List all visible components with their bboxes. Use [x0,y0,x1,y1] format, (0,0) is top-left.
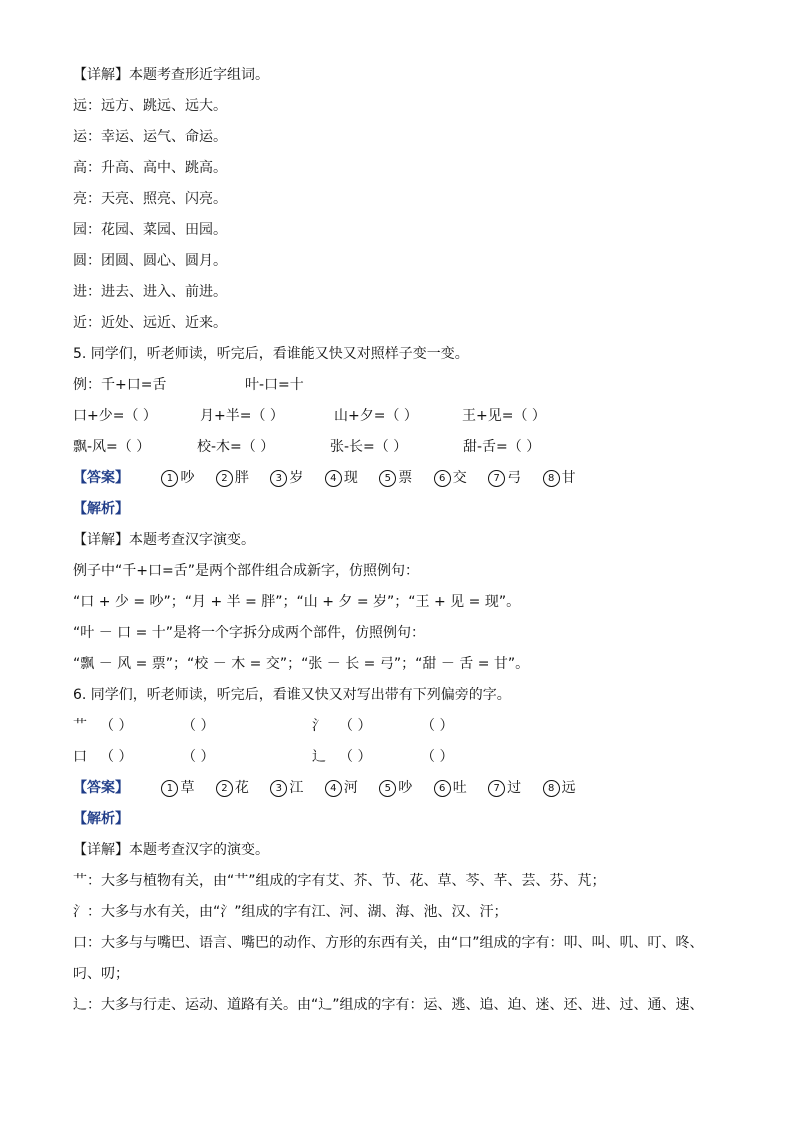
circled-number: 1 [161,780,178,797]
word-group-line: 亮：天亮、照亮、闪亮。 [73,191,227,207]
answer-item: 2 花 [216,775,249,801]
exercise-item: 校-木=（ ） [197,439,275,455]
circled-number: 5 [379,780,396,797]
circled-number: 4 [325,470,342,487]
explanation-line: “飘 － 风 = 票”；“校 － 木 = 交”；“张 － 长 = 弓”；“甜 － 舌 = 甘”。 [73,656,530,672]
answer-blank: （ ） [339,718,372,734]
circled-number: 2 [216,470,233,487]
document-page [73,62,723,1023]
word-group-line: 运：幸运、运气、命运。 [73,129,227,145]
explanation-line: 辶：大多与行走、运动、道路有关。由“辶”组成的字有：运、逃、追、迫、迷、还、进、过、通、速、 [73,997,704,1013]
word-group-line: 高：升高、高中、跳高。 [73,160,227,176]
answer-blank: （ ） [100,749,133,765]
circled-number: 3 [270,780,287,797]
circled-number: 2 [216,780,233,797]
answer-item: 4 河 [325,775,358,801]
radical-label: 辶 [312,749,326,765]
word-group-line: 进：进去、进入、前进。 [73,284,227,300]
circled-number: 4 [325,780,342,797]
exercise-item: 王+见=（ ） [462,408,546,424]
exercise-item: 口+少=（ ） [73,408,157,424]
answer-item: 1 草 [161,775,194,801]
answer-label: 【答案】 [73,780,129,796]
radical-label: 氵 [312,718,326,734]
word-group-line: 远：远方、跳远、远大。 [73,98,227,114]
detail-heading: 【详解】本题考查汉字演变。 [73,532,255,548]
circled-number: 5 [379,470,396,487]
explanation-line: 艹：大多与植物有关，由“艹”组成的字有艾、芥、节、花、草、芩、芊、芸、芬、芃； [73,873,606,889]
question-6-title: 6. 同学们，听老师读，听完后，看谁又快又对写出带有下列偏旁的字。 [73,687,511,703]
question-6-row-1 [73,713,723,744]
answer-item: 3 江 [270,775,303,801]
circled-number: 8 [543,780,560,797]
answer-item: 5 吵 [379,775,412,801]
circled-number: 7 [488,470,505,487]
answer-blank: （ ） [339,749,372,765]
question-5-row-1 [73,403,723,434]
answer-item: 1 吵 [161,465,194,491]
question-5-row-2 [73,434,723,465]
detail-heading: 【详解】本题考查汉字的演变。 [73,842,269,858]
word-group-line: 园：花园、菜园、田园。 [73,222,227,238]
answer-item: 6 交 [434,465,467,491]
answer-item: 8 远 [543,775,576,801]
word-group-line: 近：近处、远近、近来。 [73,315,227,331]
example-split: 叶-口=十 [245,377,304,393]
exercise-item: 张-长=（ ） [330,439,408,455]
question-5-title: 5. 同学们，听老师读，听完后，看谁能又快又对照样子变一变。 [73,346,469,362]
answer-item: 8 甘 [543,465,576,491]
question-5-example [73,372,723,403]
exercise-item: 山+夕=（ ） [334,408,418,424]
answer-item: 4 现 [325,465,358,491]
answer-item: 7 弓 [488,465,521,491]
explanation-line: 例子中“千+口=舌”是两个部件组合成新字，仿照例句： [73,563,419,579]
answer-item: 5 票 [379,465,412,491]
detail-heading: 【详解】本题考查形近字组词。 [73,67,269,83]
explanation-line: 氵：大多与水有关，由“氵”组成的字有江、河、湖、海、池、汉、汗； [73,904,508,920]
explanation-line: “叶 － 口 = 十”是将一个字拆分成两个部件，仿照例句： [73,625,426,641]
answer-item: 7 过 [488,775,521,801]
answer-item: 2 胖 [216,465,249,491]
answer-label: 【答案】 [73,470,129,486]
circled-number: 3 [270,470,287,487]
answer-item: 6 吐 [434,775,467,801]
explanation-line: 叼、叨； [73,966,129,982]
circled-number: 6 [434,470,451,487]
answer-blank: （ ） [182,718,215,734]
answer-blank: （ ） [421,749,454,765]
circled-number: 7 [488,780,505,797]
radical-label: 口 [73,749,87,765]
question-6-row-2 [73,744,723,775]
circled-number: 1 [161,470,178,487]
exercise-item: 甜-舌=（ ） [463,439,541,455]
analysis-label: 【解析】 [73,501,129,517]
example-compose: 例：千+口=舌 [73,377,167,393]
answer-blank: （ ） [100,718,133,734]
question-6-answer [73,775,723,806]
analysis-label: 【解析】 [73,811,129,827]
answer-blank: （ ） [421,718,454,734]
explanation-line: “口 + 少 = 吵”；“月 + 半 = 胖”；“山 + 夕 = 岁”；“王 + 见 = 现”。 [73,594,521,610]
answer-blank: （ ） [182,749,215,765]
exercise-item: 飘-风=（ ） [73,439,151,455]
word-group-line: 圆：团圆、圆心、圆月。 [73,253,227,269]
explanation-line: 口：大多与与嘴巴、语言、嘴巴的动作、方形的东西有关，由“口”组成的字有：叩、叫、叽、叮、咚、 [73,935,704,951]
circled-number: 6 [434,780,451,797]
question-5-answer [73,465,723,496]
exercise-item: 月+半=（ ） [200,408,284,424]
circled-number: 8 [543,470,560,487]
radical-label: 艹 [73,718,87,734]
answer-item: 3 岁 [270,465,303,491]
